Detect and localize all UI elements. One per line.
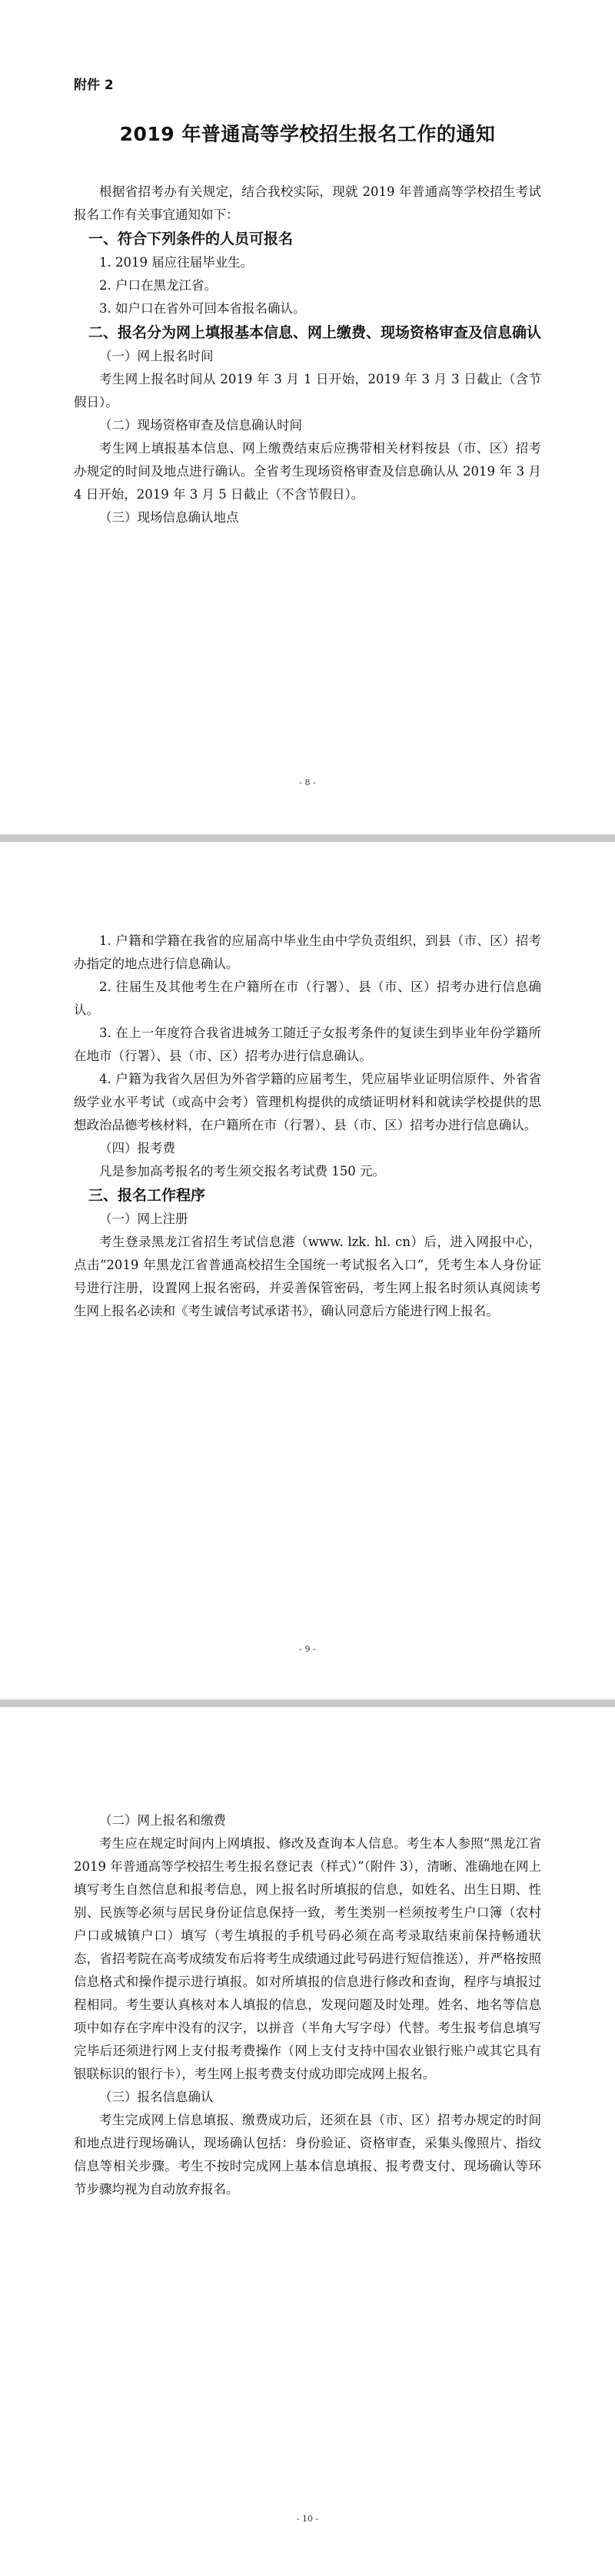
- document-title: 2019 年普通高等学校招生报名工作的通知: [119, 123, 496, 145]
- page-3: [0, 1707, 615, 2576]
- location-item-4: 4. 户籍为我省久居但为外省学籍的应届考生，凭应届毕业证明信原件、外省省级学业水平考试（或高中会考）管理机构提供的成绩证明材料和就读学校提供的思想政治品德考核材料，在户籍所在市（行署）、县（市、区）招考办进行信息确认。: [74, 1072, 541, 1132]
- location-item-3: 3. 在上一年度符合我省进城务工随迁子女报考条件的复读生到毕业年份学籍所在地市（行署）、县（市、区）招考办进行信息确认。: [74, 1026, 541, 1063]
- section-heading-1: 一、符合下列条件的人员可报名: [88, 230, 294, 247]
- subheading-confirm-time: （二）现场资格审查及信息确认时间: [99, 418, 302, 433]
- condition-item-2: 2. 户口在黑龙江省。: [99, 278, 217, 293]
- online-payment-text: 考生应在规定时间内上网填报、修改及查询本人信息。考生本人参照“黑龙江省 2019 年普通高等学校招生考生报名登记表（样式）”（附件 3），清晰、准确地在网上填写考生自然信息和报考信息，网上报名时所填报的信息，如姓名、出生日期、性别、民族等必须与居民身份证信息保持一致，考生类别一栏须按考生户口簿（农村户口或城镇户口）填写（考生填报的手机号码必须在高考录取结束前保持畅通状态，省招考院在高考成绩发布后将考生成绩通过此号码进行短信推送），并严格按照信息格式和操作提示进行填报。如对所填报的信息进行修改和查询，程序与填报过程相同。考生要认真核对本人填报的信息，发现问题及时处理。姓名、地名等信息项中如存在字库中没有的汉字，以拼音（半角大写字母）代替。考生报考信息填写完毕后还须进行网上支付报考费操作（网上支付支持中国农业银行账户或其它具有银联标识的银行卡），考生网上报考费支付成功即完成网上报名。: [74, 1836, 541, 2081]
- page-number: - 8 -: [299, 777, 316, 787]
- subheading-confirm-location: （三）现场信息确认地点: [99, 510, 239, 525]
- subheading-online-payment: （二）网上报名和缴费: [99, 1813, 226, 1828]
- attachment-label: 附件 2: [74, 78, 114, 93]
- fee-text: 凡是参加高考报名的考生须交报名考试费 150 元。: [99, 1164, 385, 1179]
- location-item-1: 1. 户籍和学籍在我省的应届高中毕业生由中学负责组织，到县（市、区）招考办指定的地点进行信息确认。: [74, 933, 541, 971]
- page-2: [0, 842, 615, 1699]
- page-1: [0, 0, 615, 834]
- section-heading-2: 二、报名分为网上填报基本信息、网上缴费、现场资格审查及信息确认: [88, 324, 542, 341]
- confirm-time-text: 考生网上填报基本信息、网上缴费结束后应携带相关材料按县（市、区）招考办规定的时间及地点进行确认。全省考生现场资格审查及信息确认从 2019 年 3 月 4 日开始，2019 年 3 月 5 日截止（不含节假日）。: [74, 441, 541, 502]
- subheading-registration: （一）网上注册: [99, 1212, 188, 1226]
- registration-text: 考生登录黑龙江省招生考试信息港（www. lzk. hl. cn）后，进入网报中心，点击“2019 年黑龙江省普通高校招生全国统一考试报名入口”，凭考生本人身份证号进行注册，设置网上报名密码，并妥善保管密码，考生网上报名时须认真阅读考生网上报名必读和《考生诚信考试承诺书》，确认同意后方能进行网上报名。: [74, 1235, 541, 1318]
- online-time-text: 考生网上报名时间从 2019 年 3 月 1 日开始，2019 年 3 月 3 日截止（含节假日）。: [74, 372, 541, 409]
- condition-item-1: 1. 2019 届应往届毕业生。: [99, 255, 254, 270]
- page-number: - 9 -: [299, 1644, 316, 1654]
- intro-paragraph: 根据省招考办有关规定，结合我校实际，现就 2019 年普通高等学校招生考试报名工作有关事宜通知如下：: [74, 184, 541, 222]
- subheading-info-confirm: （三）报名信息确认: [99, 2090, 214, 2104]
- condition-item-3: 3. 如户口在省外可回本省报名确认。: [99, 301, 306, 316]
- section-heading-3: 三、报名工作程序: [88, 1187, 206, 1204]
- page-number: - 10 -: [296, 2514, 319, 2524]
- info-confirm-text: 考生完成网上信息填报、缴费成功后，还须在县（市、区）招考办规定的时间和地点进行现场确认，现场确认包括：身份验证、资格审查，采集头像照片、指纹信息等相关步骤。考生不按时完成网上基本信息填报、报考费支付、现场确认等环节步骤均视为自动放弃报名。: [74, 2113, 541, 2196]
- subheading-fee: （四）报考费: [99, 1141, 175, 1155]
- location-item-2: 2. 往届生及其他考生在户籍所在市（行署）、县（市、区）招考办进行信息确认。: [74, 980, 541, 1017]
- subheading-online-time: （一）网上报名时间: [99, 349, 214, 363]
